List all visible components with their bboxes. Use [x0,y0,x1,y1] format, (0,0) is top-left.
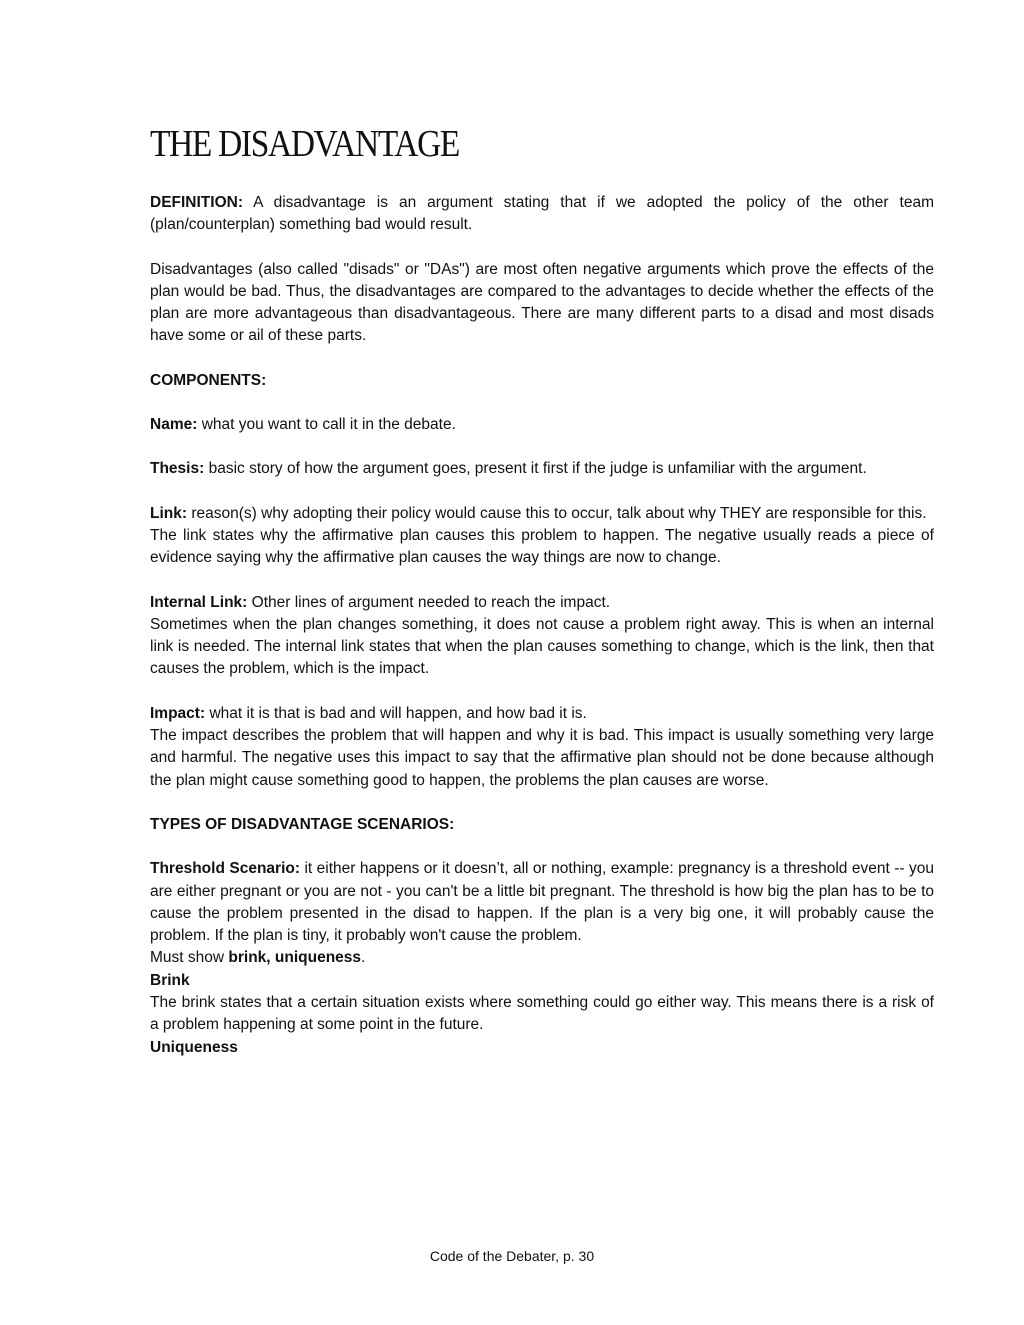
link-label: Link: [150,504,188,522]
must-show-prefix: Must show [150,949,225,967]
internal-link-detail: Sometimes when the plan changes something, it does not cause a problem right away. This is when an internal link is needed. The internal link states that when the plan causes something to change, which is the link, then that causes the problem, which is the impact. [150,615,934,678]
internal-link-text: Other lines of argument needed to reach the impact. [251,593,611,611]
threshold-label: Threshold Scenario: [150,860,301,878]
internal-link-paragraph [150,592,934,614]
link-paragraph [150,503,934,525]
brink-text: The brink states that a certain situation exists where something could go either way. This means there is a risk of a problem happening at some point in the future. [150,994,934,1034]
must-show-suffix: . [361,949,366,967]
internal-link-label: Internal Link: [150,593,248,611]
thesis-text: basic story of how the argument goes, present it first if the judge is unfamiliar with the argument. [208,460,867,478]
uniqueness-heading: Uniqueness [150,1038,238,1056]
impact-label: Impact: [150,704,206,722]
definition-text: A disadvantage is an argument stating that if we adopted the policy of the other team (plan/counterplan) something bad would result. [150,194,934,234]
components-heading: COMPONENTS: [150,371,267,389]
link-detail: The link states why the affirmative plan causes this problem to happen. The negative usually reads a piece of evidence saying why the affirmative plan causes the way things are now to change. [150,526,934,567]
link-text: reason(s) why adopting their policy would cause this to occur, talk about why THEY are responsible for this. [191,504,927,522]
intro-paragraph: Disadvantages (also called "disads" or "DAs") are most often negative arguments which prove the effects of the plan would be bad. Thus, the disadvantages are compared to the advantages to decide whether the effects of the plan are more advantageous than disadvantageous. There are many different parts to a disad and most disads have some or ail of these parts. [150,260,934,345]
impact-paragraph [150,703,934,725]
definition-paragraph [150,192,934,237]
name-label: Name: [150,416,198,434]
must-show-line [150,947,934,969]
page-title: THE DISADVANTAGE [150,123,460,165]
types-heading: TYPES OF DISADVANTAGE SCENARIOS: [150,815,455,833]
threshold-text: it either happens or it doesn’t, all or nothing, example: pregnancy is a threshold event -- you are either pregnant or you are not - you can't be a little bit pregnant. The threshold is how big the plan has to be to cause the problem presented in the disad to happen. If the plan is a very big one, it will probably cause the problem. If the plan is tiny, it probably won't cause the problem. [150,860,934,945]
page-footer: Code of the Debater, p. 30 [429,1248,595,1264]
threshold-paragraph [150,858,934,947]
thesis-paragraph [150,458,934,480]
must-show-items: brink, uniqueness [228,949,362,967]
thesis-label: Thesis: [150,460,205,478]
brink-heading: Brink [150,971,190,989]
impact-text: what it is that is bad and will happen, and how bad it is. [209,704,587,722]
impact-detail: The impact describes the problem that will happen and why it is bad. This impact is usually something very large and harmful. The negative uses this impact to say that the affirmative plan should not be done because although the plan might cause something good to happen, the problems the plan causes are worse. [150,727,934,789]
document-body [150,192,934,1059]
definition-label: DEFINITION: [150,194,243,211]
name-text: what you want to call it in the debate. [201,416,456,434]
name-paragraph [150,414,934,436]
